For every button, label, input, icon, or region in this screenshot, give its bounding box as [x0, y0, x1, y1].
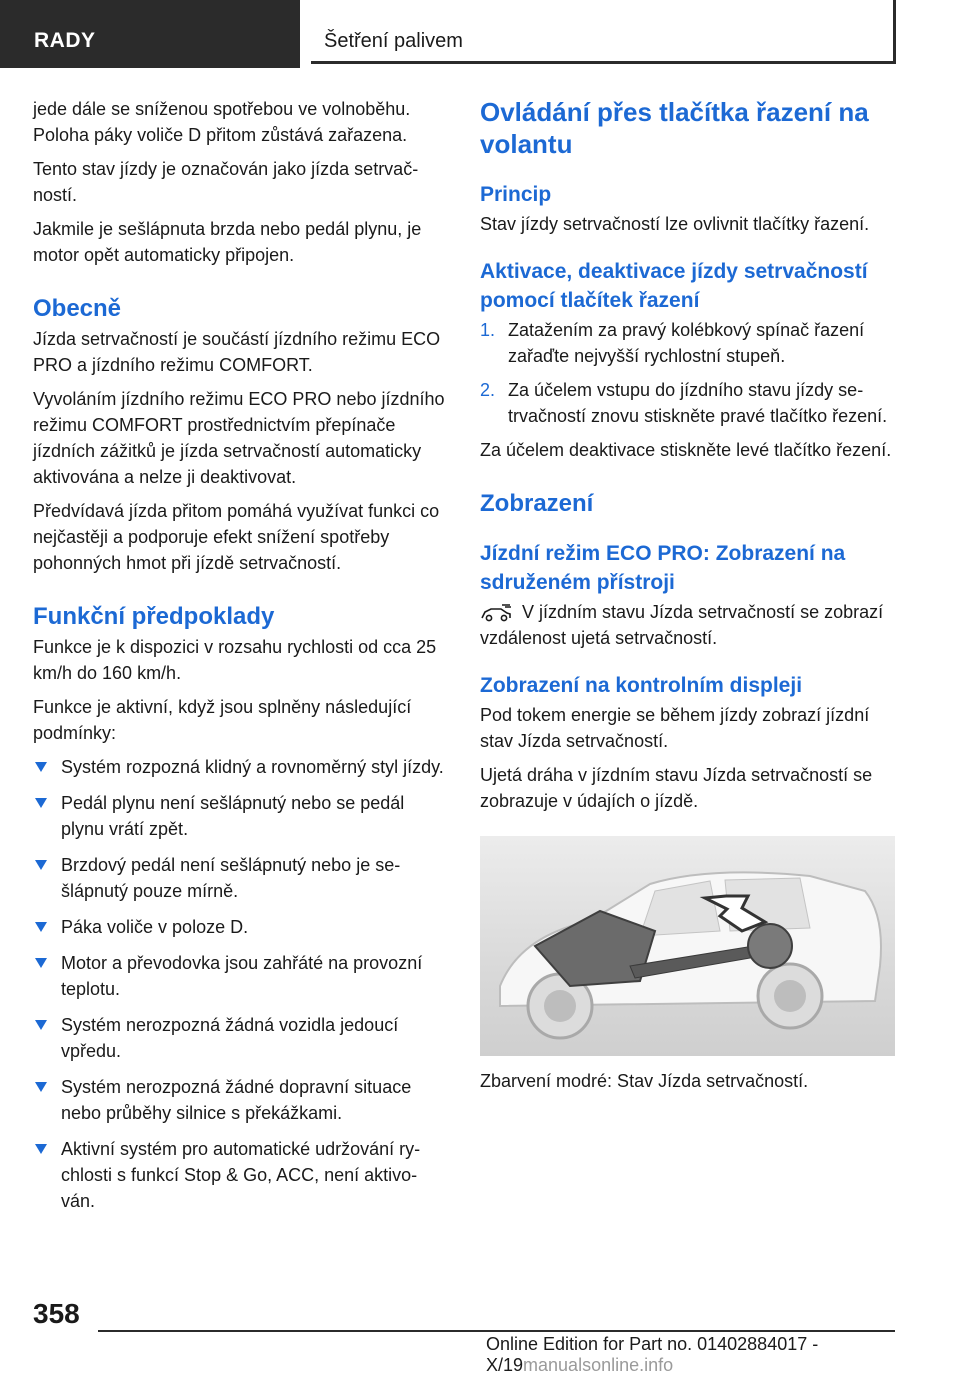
paragraph: Pod tokem energie se během jízdy zobrazí jízdní stav Jízda setrvačností. [480, 705, 870, 751]
paragraph: Předvídavá jízda přitom pomáhá využívat funkci co nejčastěji a podporuje efekt snížení spotřeby pohonných hmot při jízdě setrvačností. [33, 501, 440, 573]
section-heading-prerequisites: Funkční předpoklady [33, 603, 275, 630]
coasting-car-icon [480, 604, 512, 622]
section-heading-general: Obecně [33, 295, 122, 322]
list-item: Systém nerozpozná žádné dopravní situace nebo průběhy silnice s překážkami. [33, 1074, 445, 1126]
list-item: Motor a převodovka jsou zahřáté na provozní teplotu. [33, 950, 445, 1002]
section-heading-display: Zobrazení [480, 490, 594, 517]
page-header [0, 0, 960, 68]
paragraph: Stav jízdy setrvačností lze ovlivnit tlačítky řazení. [480, 214, 870, 234]
triangle-bullet-icon [35, 860, 47, 870]
paragraph: Vyvoláním jízdního režimu ECO PRO nebo jízdního režimu COMFORT prostřednictvím přepínače jízdních zážitků je jízda setrvačností automaticky aktivována a nelze ji deaktivovat. [33, 389, 445, 487]
page-number: 358 [33, 1298, 80, 1329]
paragraph: Funkce je aktivní, když jsou splněny následující podmínky: [33, 697, 412, 743]
paragraph: Tento stav jízdy je označován jako jízda setrvačností. [33, 159, 419, 205]
section-tab: RADY [0, 0, 300, 68]
paragraph: V jízdním stavu Jízda setrvačností se zobrazí vzdálenost ujetá setrvačností. [480, 602, 884, 648]
paragraph: jede dále se sníženou spotřebou ve volnoběhu. Poloha páky voliče D přitom zůstává zařazena. [33, 99, 411, 145]
step-item: 1. Zatažením za pravý kolébkový spínač řazení zařaďte nejvyšší rychlostní stupeň. [480, 320, 865, 366]
conditions-list [33, 754, 445, 1214]
paragraph: Funkce je k dispozici v rozsahu rychlosti od cca 25 km/h do 160 km/h. [33, 637, 437, 683]
left-column [33, 96, 445, 1224]
triangle-bullet-icon [35, 762, 47, 772]
triangle-bullet-icon [35, 798, 47, 808]
chapter-title: Šetření palivem [311, 0, 896, 64]
triangle-bullet-icon [35, 958, 47, 968]
footer-divider [98, 1330, 895, 1332]
step-item: 2. Za účelem vstupu do jízdního stavu jízdy setrvačností znovu stiskněte pravé tlačítko řezení. [480, 380, 888, 426]
paragraph: Jízda setrvačností je součástí jízdního režimu ECO PRO a jízdního režimu COMFORT. [33, 329, 441, 375]
paragraph: Za účelem deaktivace stiskněte levé tlačítko řezení. [480, 440, 892, 460]
subheading-principle: Princip [480, 183, 552, 206]
car-drivetrain-illustration [480, 836, 895, 1056]
list-item: Systém rozpozná klidný a rovnoměrný styl jízdy. [33, 754, 445, 780]
edition-footer: Online Edition for Part no. 01402884017 - X/19manualsonline.info [486, 1334, 819, 1375]
subheading-control-display: Zobrazení na kontrolním displeji [480, 674, 803, 697]
figure-caption: Zbarvení modré: Stav Jízda setrvačností. [480, 1071, 809, 1091]
subheading-eco-pro: Jízdní režim ECO PRO: Zobrazení na sdruženém přístroji [480, 542, 846, 594]
right-column [480, 96, 895, 1102]
paragraph: Jakmile je sešlápnuta brzda nebo pedál plynu, je motor opět automaticky připojen. [33, 219, 422, 265]
list-item: Páka voliče v poloze D. [33, 914, 445, 940]
list-item: Aktivní systém pro automatické udržování rychlosti s funkcí Stop & Go, ACC, není aktivován. [33, 1136, 445, 1214]
list-item: Brzdový pedál není sešlápnutý nebo je sešlápnutý pouze mírně. [33, 852, 445, 904]
list-item: Pedál plynu není sešlápnutý nebo se pedál plynu vrátí zpět. [33, 790, 445, 842]
triangle-bullet-icon [35, 1082, 47, 1092]
watermark-text: manualsonline.info [523, 1355, 674, 1375]
subheading-activation: Aktivace, deaktivace jízdy setrvačností pomocí tlačítek řazení [480, 260, 868, 312]
triangle-bullet-icon [35, 1144, 47, 1154]
list-item: Systém nerozpozná žádná vozidla jedoucí vpředu. [33, 1012, 445, 1064]
triangle-bullet-icon [35, 1020, 47, 1030]
paragraph: Ujetá dráha v jízdním stavu Jízda setrvačností se zobrazuje v údajích o jízdě. [480, 765, 873, 811]
car-illustration [480, 836, 895, 1056]
section-heading-steering-controls: Ovládání přes tlačítka řazení na volantu [480, 97, 869, 159]
steps-list [480, 317, 895, 429]
triangle-bullet-icon [35, 922, 47, 932]
